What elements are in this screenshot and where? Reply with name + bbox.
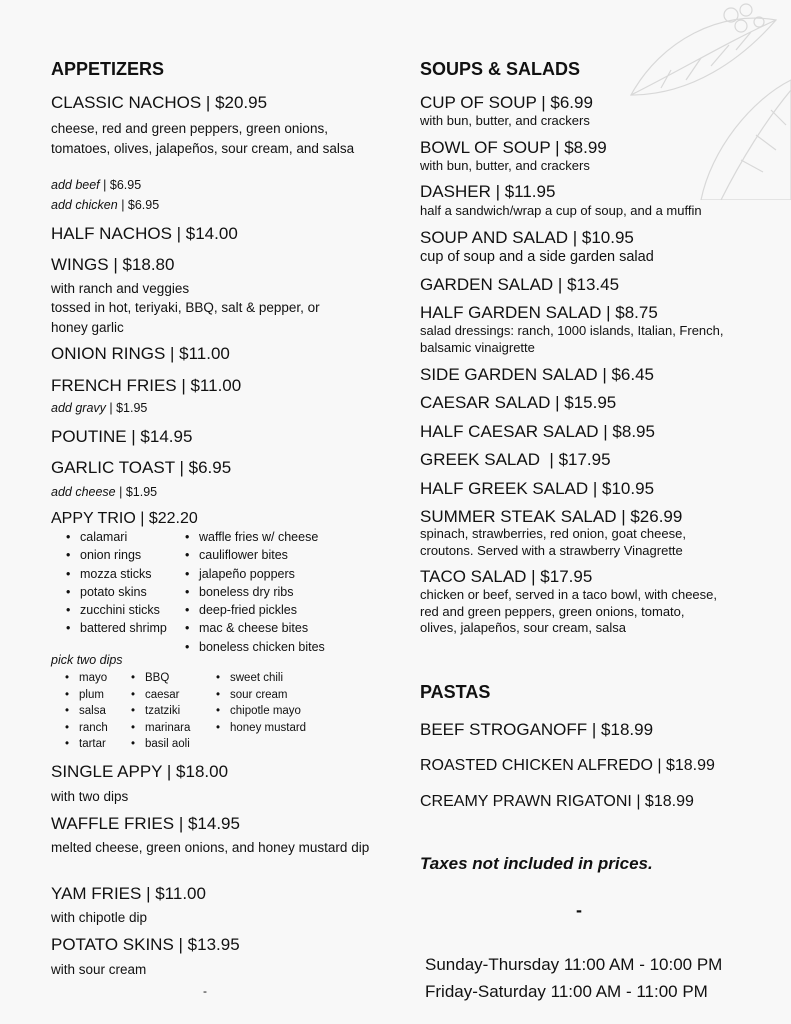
list-item: • calamari: [64, 528, 167, 546]
list-item: • potato skins: [64, 583, 167, 601]
single-appy-item: SINGLE APPY | $18.00: [51, 762, 229, 781]
roasted-chicken-alfredo-item: ROASTED CHICKEN ALFREDO | $18.99: [420, 757, 715, 774]
appetizers-heading: APPETIZERS: [51, 59, 165, 79]
list-item: • ranch: [63, 720, 108, 737]
soups-salads-heading: SOUPS & SALADS: [420, 59, 581, 79]
potato-skins-item: POTATO SKINS | $13.95: [51, 935, 240, 954]
classic-nachos-item: CLASSIC NACHOS | $20.95: [51, 93, 268, 112]
list-item: • mac & cheese bites: [183, 619, 325, 637]
list-item: • BBQ: [129, 670, 190, 687]
creamy-prawn-rigatoni-item: CREAMY PRAWN RIGATONI | $18.99: [420, 793, 694, 810]
list-item: • mozza sticks: [64, 565, 167, 583]
bowl-of-soup-item: BOWL OF SOUP | $8.99: [420, 138, 607, 157]
dasher-desc: half a sandwich/wrap a cup of soup, and a muffin: [420, 203, 702, 218]
wings-desc-1: with ranch and veggies: [51, 281, 190, 296]
hours-sun-thu: Sunday-Thursday 11:00 AM - 10:00 PM: [425, 955, 723, 974]
list-item: • caesar: [129, 687, 190, 704]
list-item: • onion rings: [64, 546, 167, 564]
list-item: • waffle fries w/ cheese: [183, 528, 325, 546]
half-caesar-salad-item: HALF CAESAR SALAD | $8.95: [420, 422, 655, 441]
garlic-toast-item: GARLIC TOAST | $6.95: [51, 458, 232, 477]
appy-trio-list-1: [64, 528, 167, 638]
garlic-toast-add-cheese: add cheese | $1.95: [51, 485, 158, 499]
potato-skins-desc: with sour cream: [51, 962, 147, 977]
dips-list-2: [129, 670, 190, 753]
list-item: • sweet chili: [214, 670, 306, 687]
bowl-of-soup-desc: with bun, butter, and crackers: [420, 158, 590, 173]
list-item: • zucchini sticks: [64, 601, 167, 619]
onion-rings-item: ONION RINGS | $11.00: [51, 344, 230, 363]
list-item: • boneless dry ribs: [183, 583, 325, 601]
soup-and-salad-item: SOUP AND SALAD | $10.95: [420, 228, 634, 247]
list-item: • mayo: [63, 670, 108, 687]
summer-steak-salad-desc: spinach, strawberries, red onion, goat cheese, croutons. Served with a strawberry Vinagrette: [420, 526, 686, 558]
list-item: • cauliflower bites: [183, 546, 325, 564]
waffle-fries-item: WAFFLE FRIES | $14.95: [51, 814, 240, 833]
classic-nachos-add-beef: add beef | $6.95: [51, 178, 142, 192]
list-item: • battered shrimp: [64, 619, 167, 637]
yam-fries-desc: with chipotle dip: [51, 910, 148, 925]
dips-list-1: [63, 670, 108, 753]
leaf-illustration: [591, 0, 791, 200]
poutine-item: POUTINE | $14.95: [51, 427, 193, 446]
list-item: • honey mustard: [214, 720, 306, 737]
soup-and-salad-desc: cup of soup and a side garden salad: [420, 249, 654, 265]
side-garden-salad-item: SIDE GARDEN SALAD | $6.45: [420, 365, 655, 384]
yam-fries-item: YAM FRIES | $11.00: [51, 884, 206, 903]
list-item: • deep-fried pickles: [183, 601, 325, 619]
french-fries-item: FRENCH FRIES | $11.00: [51, 376, 242, 395]
hours-fri-sat: Friday-Saturday 11:00 AM - 11:00 PM: [425, 982, 708, 1001]
wings-desc-2: tossed in hot, teriyaki, BBQ, salt & pepper, or honey garlic: [51, 300, 320, 335]
taco-salad-desc: chicken or beef, served in a taco bowl, with cheese, red and green peppers, green onions, tomato, olives, jalapeños, sour cream, salsa: [420, 587, 717, 635]
list-item: • marinara: [129, 720, 190, 737]
cup-of-soup-item: CUP OF SOUP | $6.99: [420, 93, 593, 112]
taxes-note: Taxes not included in prices.: [420, 854, 653, 873]
waffle-fries-desc: melted cheese, green onions, and honey mustard dip: [51, 840, 370, 855]
half-garden-salad-desc: salad dressings: ranch, 1000 islands, Italian, French, balsamic vinaigrette: [420, 323, 724, 355]
half-greek-salad-item: HALF GREEK SALAD | $10.95: [420, 479, 655, 498]
wings-item: WINGS | $18.80: [51, 255, 175, 274]
single-appy-desc: with two dips: [51, 789, 129, 804]
classic-nachos-add-chicken: add chicken | $6.95: [51, 198, 160, 212]
list-item: • jalapeño poppers: [183, 565, 325, 583]
appy-trio-list-2: [183, 528, 325, 656]
garden-salad-item: GARDEN SALAD | $13.45: [420, 275, 620, 294]
divider-dash: -: [576, 900, 582, 920]
list-item: • salsa: [63, 703, 108, 720]
list-item: • sour cream: [214, 687, 306, 704]
pastas-heading: PASTAS: [420, 682, 491, 702]
dips-list-3: [214, 670, 306, 736]
pick-two-dips-label: pick two dips: [51, 653, 123, 667]
list-item: • tzatziki: [129, 703, 190, 720]
french-fries-add-gravy: add gravy | $1.95: [51, 401, 148, 415]
appy-trio-item: APPY TRIO | $22.20: [51, 510, 198, 527]
list-item: • boneless chicken bites: [183, 638, 325, 656]
summer-steak-salad-item: SUMMER STEAK SALAD | $26.99: [420, 507, 683, 526]
greek-salad-item: GREEK SALAD | $17.95: [420, 450, 611, 469]
caesar-salad-item: CAESAR SALAD | $15.95: [420, 393, 617, 412]
taco-salad-item: TACO SALAD | $17.95: [420, 567, 593, 586]
dasher-item: DASHER | $11.95: [420, 182, 556, 201]
list-item: • plum: [63, 687, 108, 704]
list-item: • chipotle mayo: [214, 703, 306, 720]
list-item: • tartar: [63, 736, 108, 753]
half-nachos-item: HALF NACHOS | $14.00: [51, 224, 238, 243]
classic-nachos-desc: cheese, red and green peppers, green onions, tomatoes, olives, jalapeños, sour cream, and salsa: [51, 121, 355, 156]
cup-of-soup-desc: with bun, butter, and crackers: [420, 113, 590, 128]
footer-dash: -: [203, 984, 207, 998]
half-garden-salad-item: HALF GARDEN SALAD | $8.75: [420, 303, 658, 322]
beef-stroganoff-item: BEEF STROGANOFF | $18.99: [420, 720, 654, 739]
list-item: • basil aoli: [129, 736, 190, 753]
